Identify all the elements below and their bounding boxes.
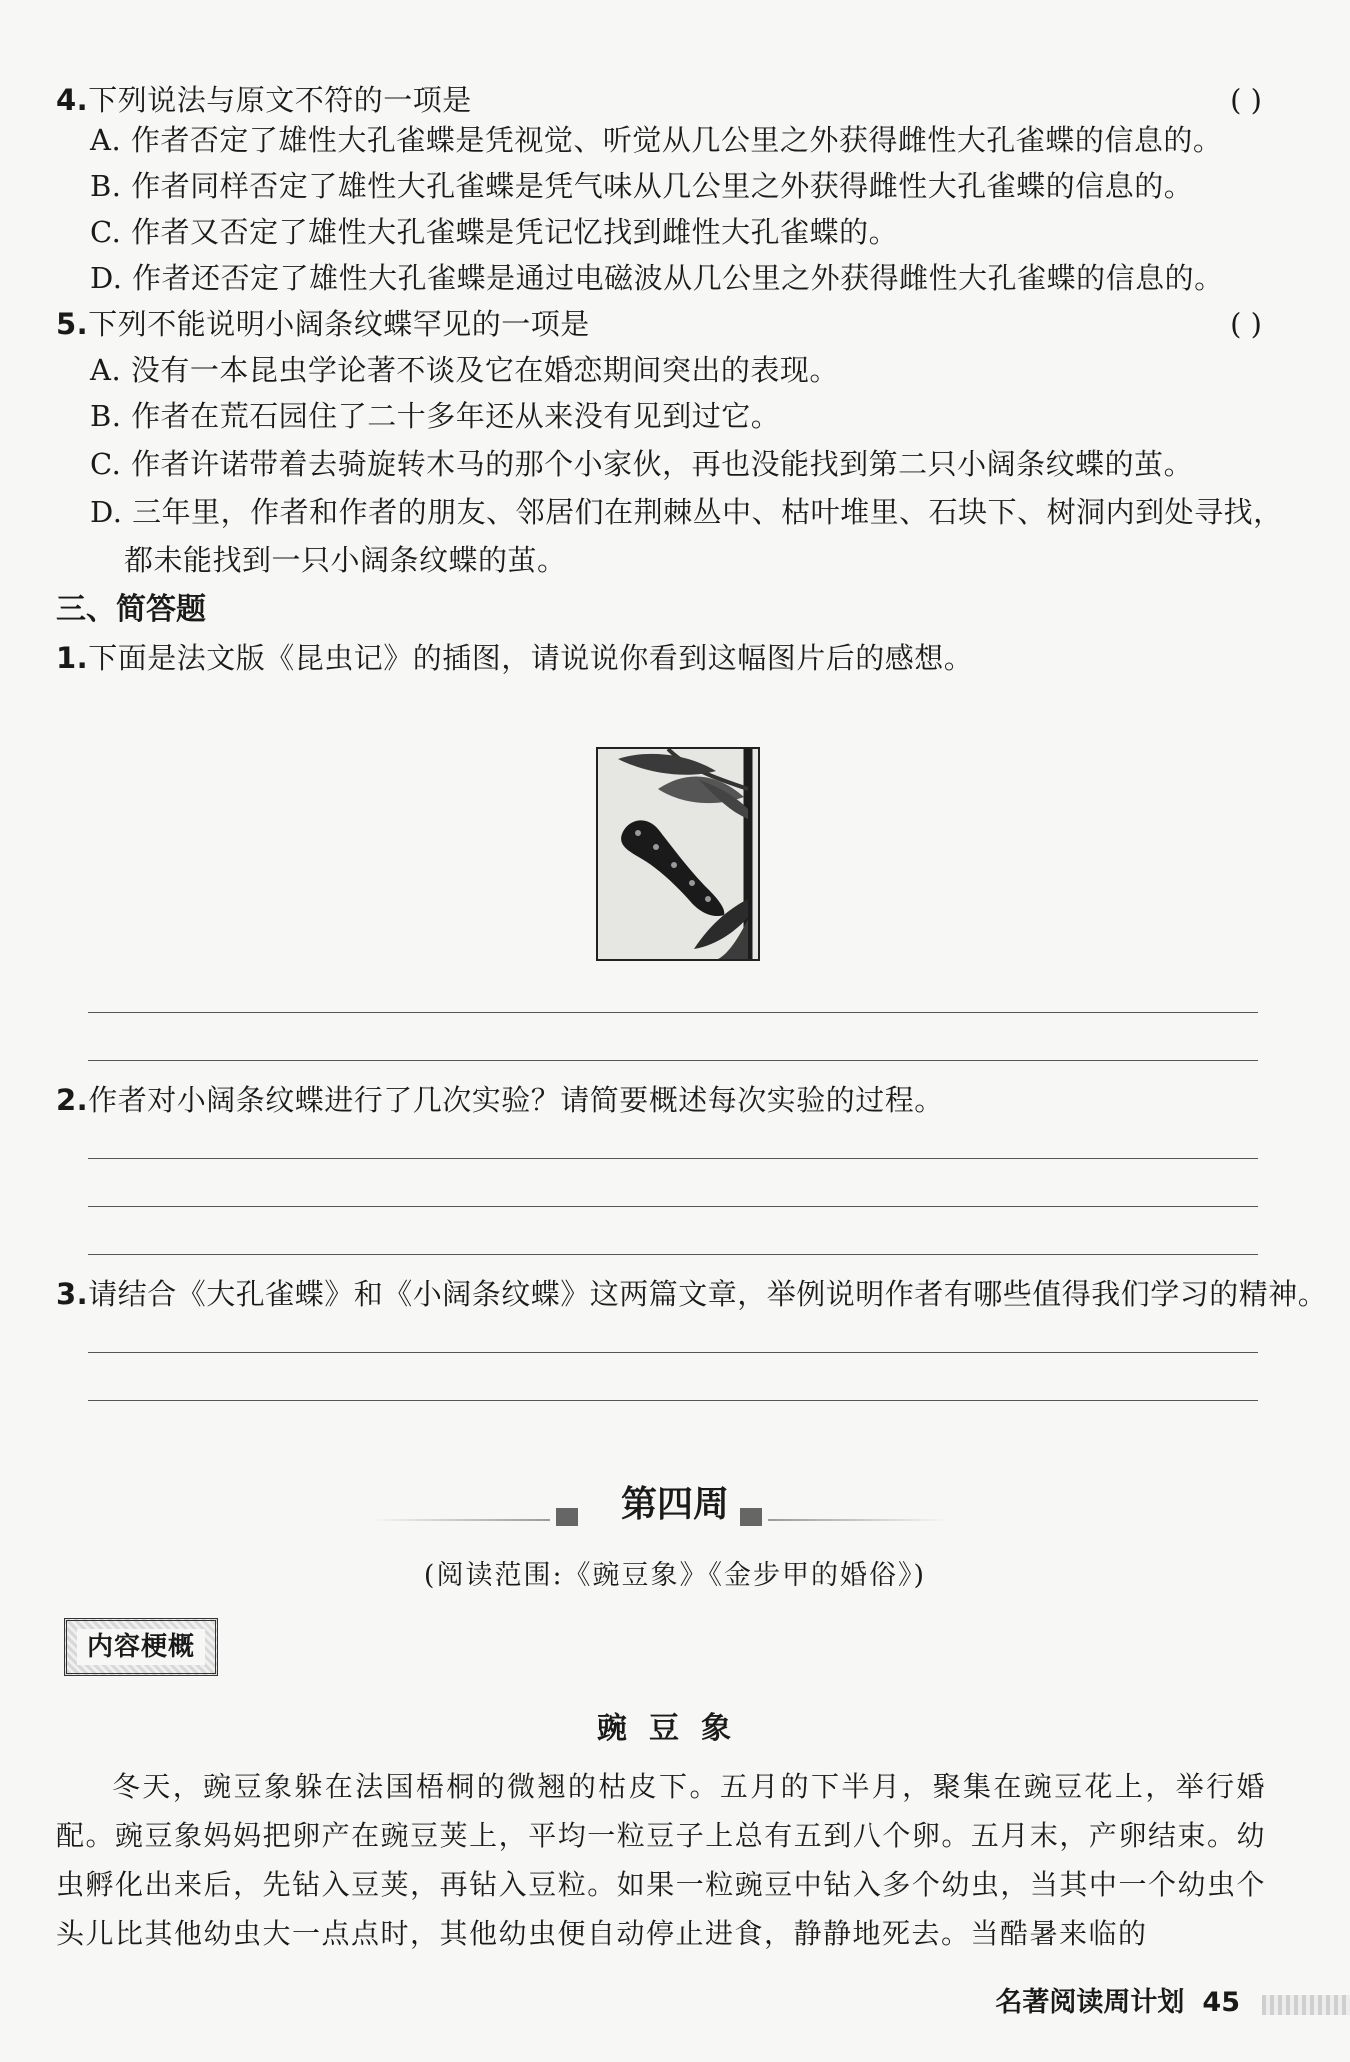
answer-line[interactable] bbox=[88, 1352, 1258, 1353]
option-c: C. 作者许诺带着去骑旋转木马的那个小家伙，再也没能找到第二只小阔条纹蝶的茧。 bbox=[90, 447, 1194, 481]
content-summary-badge bbox=[64, 1618, 218, 1676]
option-a: A. 作者否定了雄性大孔雀蝶是凭视觉、听觉从几公里之外获得雌性大孔雀蝶的信息的。 bbox=[90, 123, 1223, 157]
answer-line[interactable] bbox=[88, 1400, 1258, 1401]
article-title: 豌豆象 bbox=[597, 1711, 753, 1746]
question-text: 请结合《大孔雀蝶》和《小阔条纹蝶》这两篇文章，举例说明作者有哪些值得我们学习的精神。 bbox=[88, 1277, 1328, 1311]
question-number: 2. bbox=[56, 1083, 89, 1117]
section-heading: 三、简答题 bbox=[56, 592, 206, 627]
answer-paren: ( ) bbox=[1230, 307, 1262, 341]
week-rule-right bbox=[768, 1519, 948, 1521]
option-d-continued: 都未能找到一只小阔条纹蝶的茧。 bbox=[124, 543, 567, 577]
short-answer-1 bbox=[56, 638, 973, 678]
question-number: 4. bbox=[56, 83, 89, 117]
answer-line[interactable] bbox=[88, 1158, 1258, 1159]
option-a: A. 没有一本昆虫学论著不谈及它在婚恋期间突出的表现。 bbox=[90, 353, 839, 387]
answer-paren: ( ) bbox=[1230, 83, 1262, 117]
question-5-stem bbox=[56, 304, 590, 344]
answer-line[interactable] bbox=[88, 1254, 1258, 1255]
short-answer-2 bbox=[56, 1080, 944, 1120]
question-number: 5. bbox=[56, 307, 89, 341]
badge-label: 内容梗概 bbox=[77, 1629, 205, 1665]
question-text: 下面是法文版《昆虫记》的插图，请说说你看到这幅图片后的感想。 bbox=[88, 641, 974, 675]
answer-line[interactable] bbox=[88, 1012, 1258, 1013]
question-4-stem bbox=[56, 80, 472, 120]
page-footer bbox=[995, 1983, 1240, 2023]
week-title: 第四周 bbox=[620, 1483, 729, 1525]
option-b: B. 作者同样否定了雄性大孔雀蝶是凭气味从几公里之外获得雌性大孔雀蝶的信息的。 bbox=[90, 169, 1194, 203]
question-number: 1. bbox=[56, 641, 89, 675]
question-number: 3. bbox=[56, 1277, 89, 1311]
option-b: B. 作者在荒石园住了二十多年还从来没有见到过它。 bbox=[90, 399, 781, 433]
option-d: D. 作者还否定了雄性大孔雀蝶是通过电磁波从几公里之外获得雌性大孔雀蝶的信息的。 bbox=[90, 261, 1224, 295]
article-paragraph: 冬天，豌豆象躲在法国梧桐的微翘的枯皮下。五月的下半月，聚集在豌豆花上，举行婚配。豌豆象妈妈把卵产在豌豆荚上，平均一粒豆子上总有五到八个卵。五月末，产卵结束。幼虫孵化出来后，先钻入豆荚，再钻入豆粒。如果一粒豌豆中钻入多个幼虫，当其中一个幼虫个头儿比其他幼虫大一点点时，其他幼虫便自动停止进食，静静地死去。当酷暑来临的 bbox=[56, 1770, 1266, 1950]
answer-line[interactable] bbox=[88, 1206, 1258, 1207]
caterpillar-icon bbox=[598, 749, 758, 959]
caterpillar-illustration bbox=[596, 747, 760, 961]
question-text: 作者对小阔条纹蝶进行了几次实验？请简要概述每次实验的过程。 bbox=[88, 1083, 944, 1117]
series-name: 名著阅读周计划 bbox=[995, 1987, 1185, 2018]
short-answer-3 bbox=[56, 1274, 1327, 1314]
option-d: D. 三年里，作者和作者的朋友、邻居们在荆棘丛中、枯叶堆里、石块下、树洞内到处寻找， bbox=[90, 495, 1283, 529]
question-text: 下列不能说明小阔条纹蝶罕见的一项是 bbox=[88, 307, 590, 341]
footer-deco bbox=[1262, 1995, 1350, 2015]
page-number: 45 bbox=[1202, 1987, 1240, 2018]
option-c: C. 作者又否定了雄性大孔雀蝶是凭记忆找到雌性大孔雀蝶的。 bbox=[90, 215, 899, 249]
question-text: 下列说法与原文不符的一项是 bbox=[88, 83, 472, 117]
week-deco-right-icon bbox=[740, 1508, 762, 1526]
reading-scope: (阅读范围:《豌豆象》《金步甲的婚俗》) bbox=[423, 1560, 927, 1591]
answer-line[interactable] bbox=[88, 1060, 1258, 1061]
